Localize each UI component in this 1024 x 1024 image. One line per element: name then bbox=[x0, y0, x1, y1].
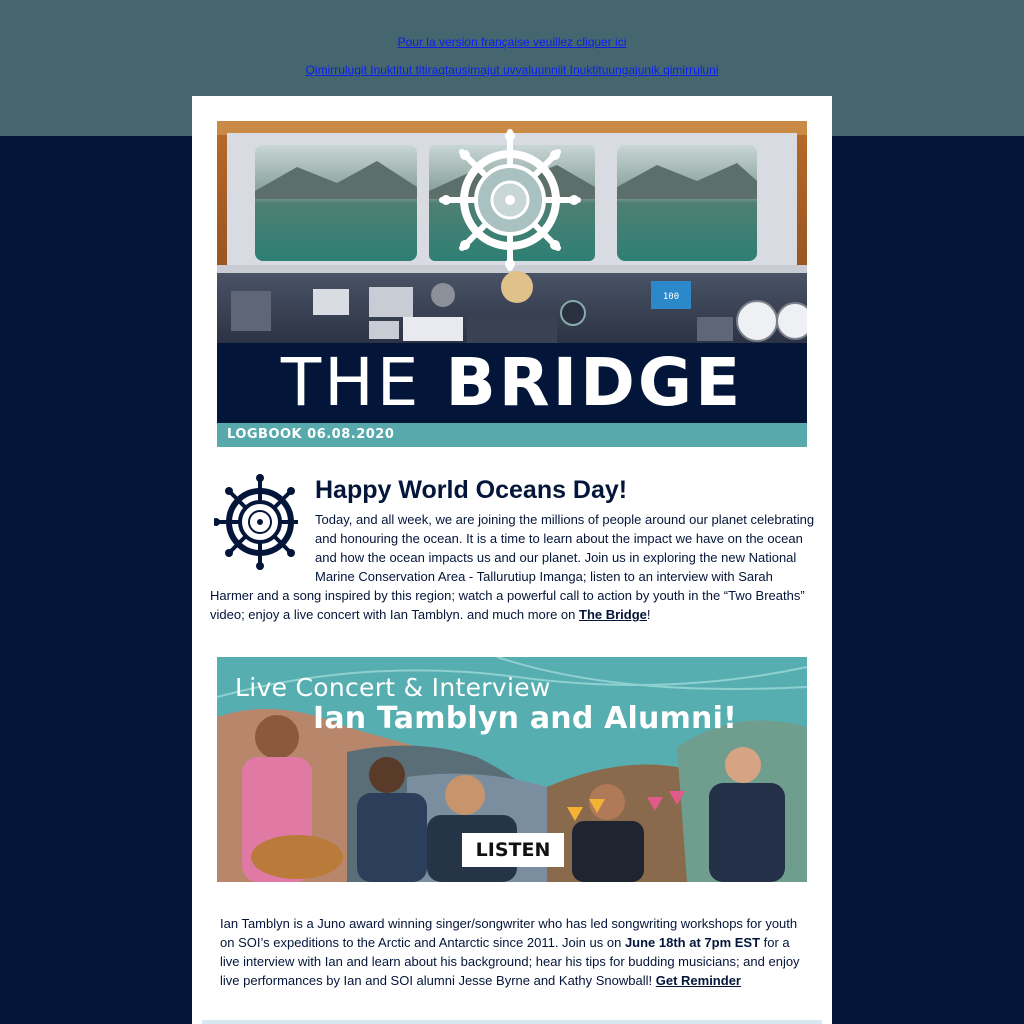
concert-text-2: for a live interview with Ian and learn about his background; hear his tips for budding musicians; and enjoy live performances by Ian and SOI alumni Jesse Byrne and Kathy Snowball! bbox=[220, 935, 800, 988]
hero-title-bold: BRIDGE bbox=[445, 344, 744, 421]
concert-date: June 18th at 7pm EST bbox=[624, 935, 761, 950]
concert-title-line1: Live Concert & Interview bbox=[235, 673, 551, 702]
intro-end: ! bbox=[646, 607, 651, 622]
concert-title-line2: Ian Tamblyn and Alumni! bbox=[313, 701, 737, 736]
hero-title-light: THE bbox=[280, 344, 422, 421]
next-section-edge bbox=[202, 1020, 822, 1024]
french-version-link[interactable]: Pour la version française veuillez cliquer ici bbox=[397, 35, 627, 49]
concert-description bbox=[220, 914, 810, 990]
hero-title bbox=[217, 343, 807, 423]
the-bridge-link[interactable]: The Bridge bbox=[579, 607, 647, 622]
intro-body-text: Today, and all week, we are joining the millions of people around our planet celebrating and honouring the ocean. It is a time to learn about the impact we have on the ocean and how the ocean impacts us and our planet. Join us in exploring the new National Marine Conservation Area - Tallurutiup Imanga; listen to an interview with Sarah Harmer and a song inspired by this region; watch a powerful call to action by youth in the “Two Breaths” video; enjoy a live concert with Ian Tamblyn. and much more on bbox=[210, 512, 815, 622]
get-reminder-link[interactable]: Get Reminder bbox=[655, 973, 741, 988]
listen-button[interactable]: LISTEN bbox=[462, 833, 564, 867]
intro-paragraph bbox=[210, 510, 816, 624]
logbook-date: LOGBOOK 06.08.2020 bbox=[217, 423, 807, 447]
concert-text-1: Ian Tamblyn is a Juno award winning singer/songwriter who has led songwriting workshops for youth on SOI’s expeditions to the Arctic and Antarctic since 2011. Join us on bbox=[220, 916, 798, 950]
concert-banner[interactable] bbox=[217, 657, 807, 882]
bridge-scene-image bbox=[217, 121, 807, 343]
ship-wheel-overlay-icon bbox=[441, 131, 579, 269]
hero-banner[interactable] bbox=[217, 121, 807, 447]
intro-title: Happy World Oceans Day! bbox=[315, 476, 628, 504]
console-display-value: 100 bbox=[662, 292, 680, 302]
inuktitut-version-link[interactable]: Qimirrulugit Inuktitut titiraqtausimajut uvvaluunniit Inuktituungajunik qimirruluni bbox=[305, 63, 719, 77]
newsletter-card bbox=[192, 96, 832, 1024]
